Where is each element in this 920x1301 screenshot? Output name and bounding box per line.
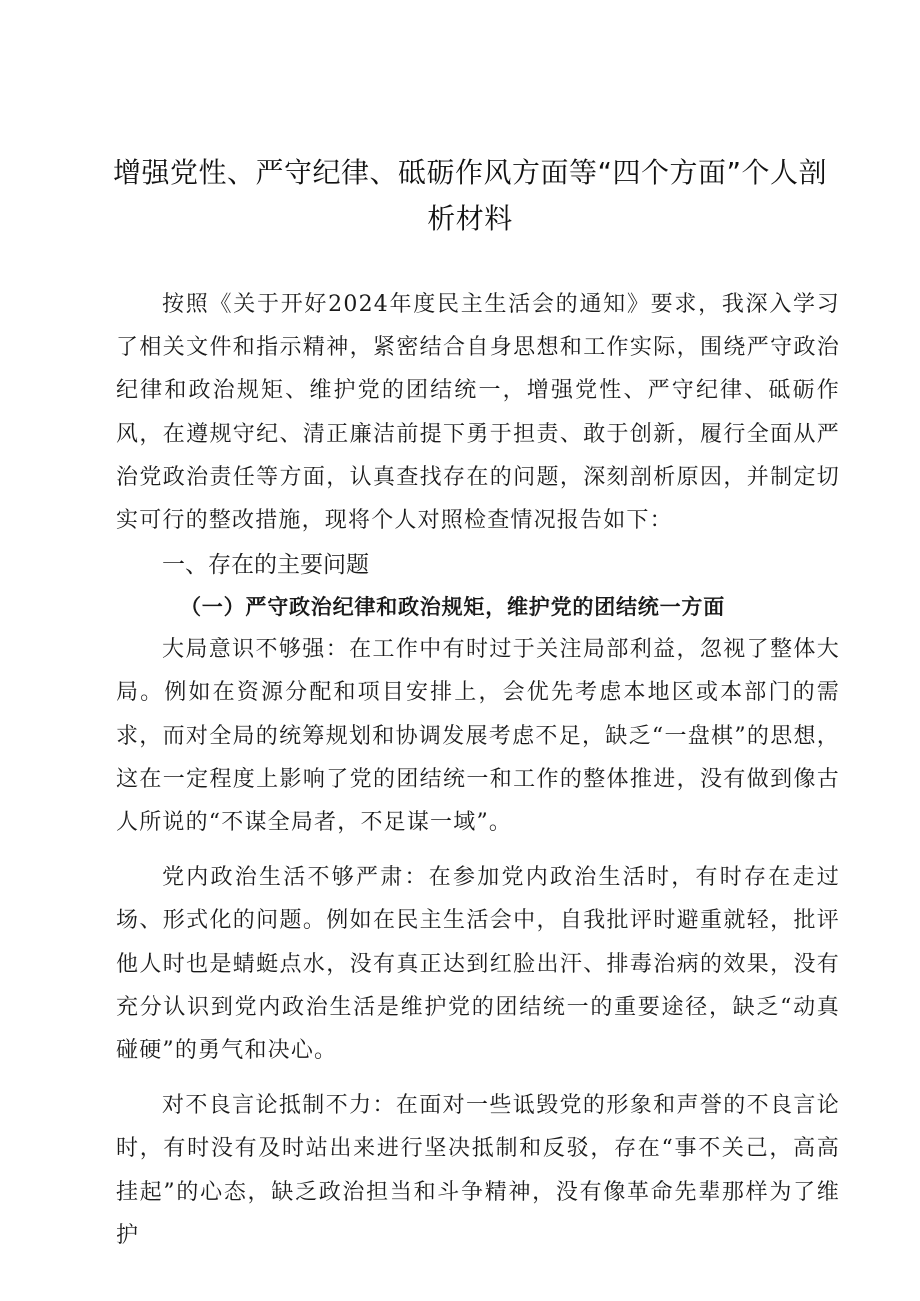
intro-paragraph: 按照《关于开好2024年度民主生活会的通知》要求，我深入学习了相关文件和指示精神，紧密结合自身思想和工作实际，围绕严守政治纪律和政治规矩、维护党的团结统一，增强党性、严守纪律、砥砺作风，在遵规守纪、清正廉洁前提下勇于担责、敢于创新，履行全面从严治党政治责任等方面，认真查找存在的问题，深刻剖析原因，并制定切实可行的整改措施，现将个人对照检查情况报告如下： xyxy=(116,292,840,534)
subsection-heading: （一）严守政治纪律和政治规矩，维护党的团结统一方面 xyxy=(180,594,725,620)
body-paragraph-2: 党内政治生活不够严肃：在参加党内政治生活时，有时存在走过场、形式化的问题。例如在民主生活会中，自我批评时避重就轻，批评他人时也是蜻蜓点水，没有真正达到红脸出汗、排毒治病的效果，没有充分认识到党内政治生活是维护党的团结统一的重要途径，缺乏“动真碰硬”的勇气和决心。 xyxy=(116,865,840,1064)
paragraph-gap xyxy=(116,844,840,856)
section-heading: 一、存在的主要问题 xyxy=(162,552,369,579)
body-paragraph-1: 大局意识不够强：在工作中有时过于关注局部利益，忽视了整体大局。例如在资源分配和项目安排上，会优先考虑本地区或本部门的需求，而对全局的统筹规划和协调发展考虑不足，缺乏“一盘棋”的思想，这在一定程度上影响了党的团结统一和工作的整体推进，没有做到像古人所说的“不谋全局者，不足谋一域”。 xyxy=(116,637,840,836)
body-paragraph-3: 对不良言论抵制不力：在面对一些诋毁党的形象和声誉的不良言论时，有时没有及时站出来进行坚决抵制和反驳，存在“事不关己，高高挂起”的心态，缺乏政治担当和斗争精神，没有像革命先辈那样为了维护 xyxy=(116,1093,840,1248)
document-body xyxy=(116,283,840,1257)
document-title: 增强党性、严守纪律、砥砺作风方面等“四个方面”个人剖析材料 xyxy=(112,156,827,235)
paragraph-gap xyxy=(116,1072,840,1084)
